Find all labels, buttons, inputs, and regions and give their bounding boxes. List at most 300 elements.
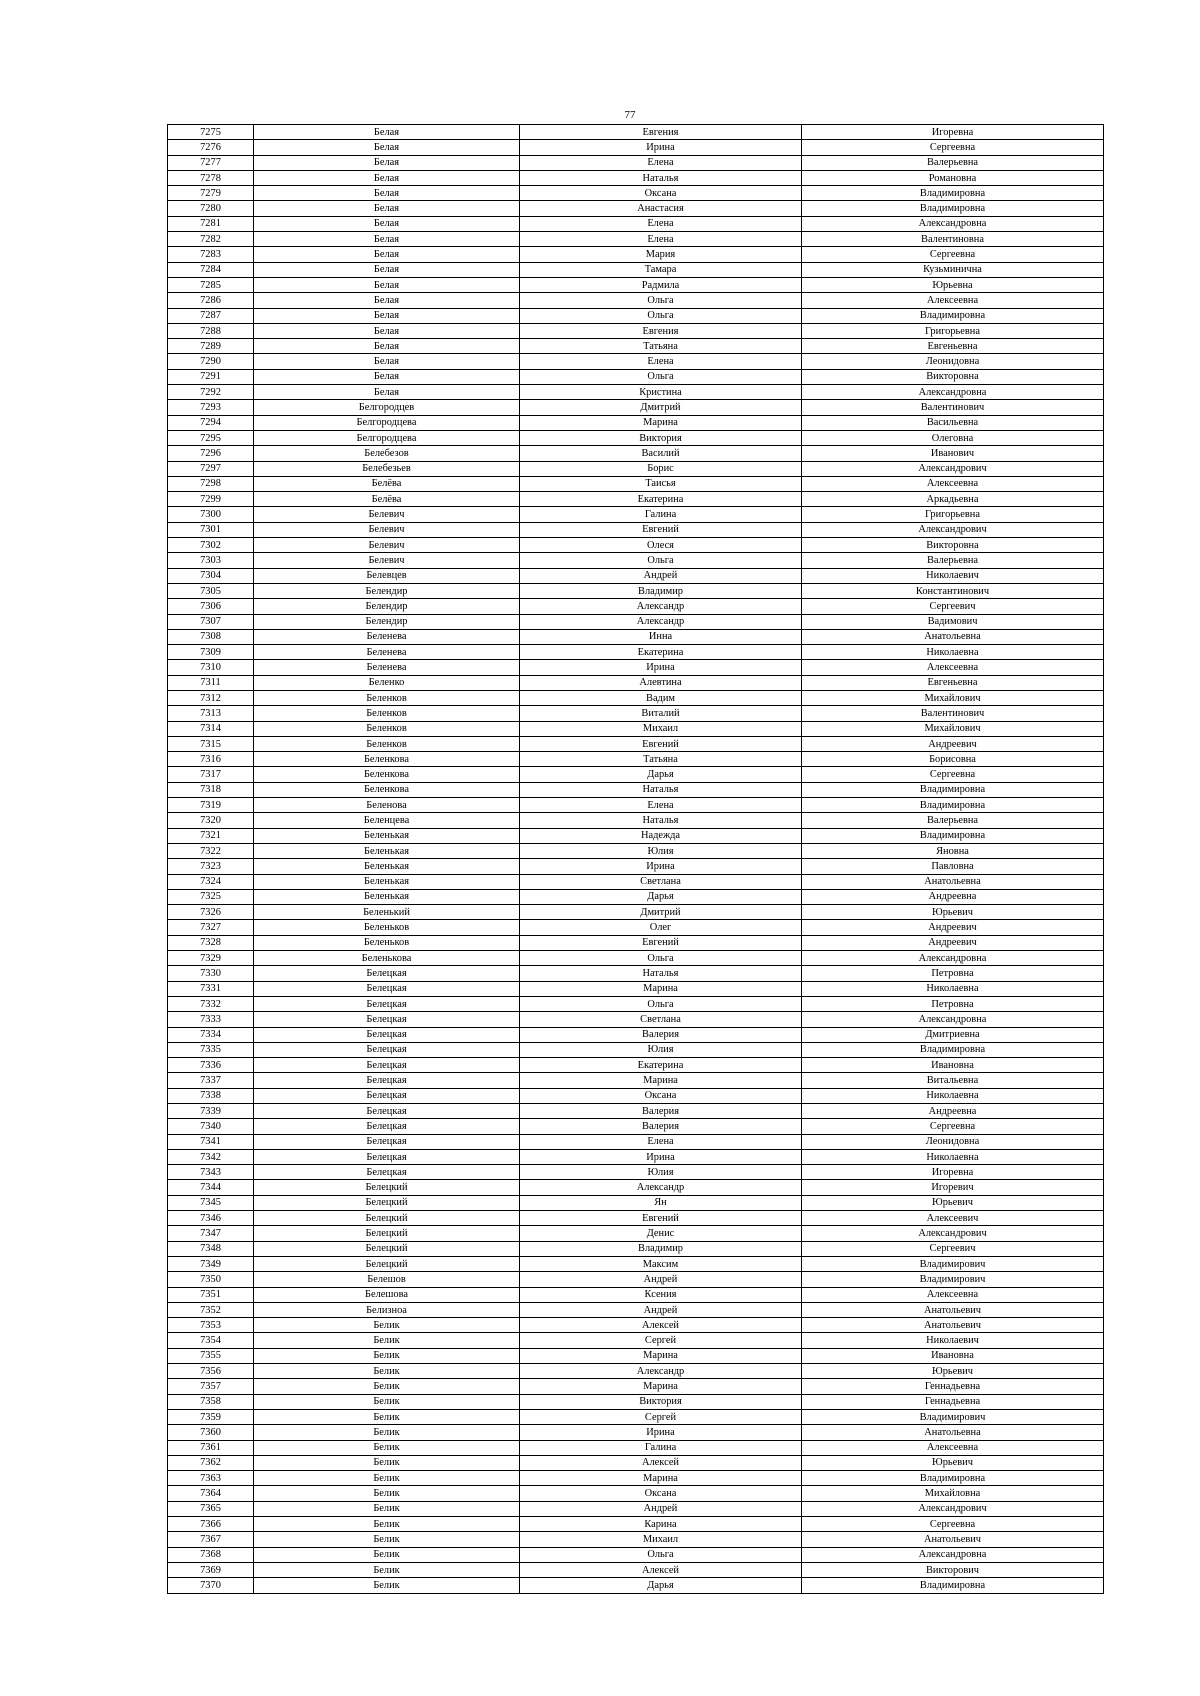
- table-row: [168, 1027, 1104, 1042]
- first-name-cell: Евгений: [520, 736, 802, 751]
- surname-cell: Белецкая: [254, 966, 520, 981]
- table-row: [168, 354, 1104, 369]
- patronymic-cell: Евгеньевна: [802, 339, 1104, 354]
- surname-cell: Беленкова: [254, 767, 520, 782]
- patronymic-cell: Борисовна: [802, 752, 1104, 767]
- patronymic-cell: Михайлович: [802, 721, 1104, 736]
- row-number-cell: 7331: [168, 981, 254, 996]
- patronymic-cell: Игоревна: [802, 125, 1104, 140]
- surname-cell: Белёва: [254, 476, 520, 491]
- table-row: [168, 1517, 1104, 1532]
- surname-cell: Беленький: [254, 905, 520, 920]
- row-number-cell: 7302: [168, 538, 254, 553]
- row-number-cell: 7286: [168, 293, 254, 308]
- first-name-cell: Алексей: [520, 1562, 802, 1577]
- row-number-cell: 7339: [168, 1104, 254, 1119]
- surname-cell: Белая: [254, 277, 520, 292]
- first-name-cell: Василий: [520, 446, 802, 461]
- surname-cell: Белецкая: [254, 1165, 520, 1180]
- first-name-cell: Александр: [520, 1364, 802, 1379]
- first-name-cell: Денис: [520, 1226, 802, 1241]
- table-row: [168, 874, 1104, 889]
- row-number-cell: 7324: [168, 874, 254, 889]
- patronymic-cell: Валерьевна: [802, 553, 1104, 568]
- patronymic-cell: Викторовна: [802, 538, 1104, 553]
- first-name-cell: Дарья: [520, 1578, 802, 1593]
- patronymic-cell: Андреевич: [802, 935, 1104, 950]
- first-name-cell: Виктория: [520, 1394, 802, 1409]
- row-number-cell: 7279: [168, 186, 254, 201]
- patronymic-cell: Михайлович: [802, 690, 1104, 705]
- surname-cell: Беленкова: [254, 782, 520, 797]
- table-row: [168, 553, 1104, 568]
- first-name-cell: Александр: [520, 614, 802, 629]
- patronymic-cell: Юрьевич: [802, 1364, 1104, 1379]
- row-number-cell: 7345: [168, 1195, 254, 1210]
- patronymic-cell: Павловна: [802, 859, 1104, 874]
- table-row: [168, 767, 1104, 782]
- row-number-cell: 7299: [168, 492, 254, 507]
- surname-cell: Беленева: [254, 645, 520, 660]
- row-number-cell: 7296: [168, 446, 254, 461]
- first-name-cell: Виталий: [520, 706, 802, 721]
- table-row: [168, 461, 1104, 476]
- surname-cell: Белая: [254, 293, 520, 308]
- surname-cell: Белецкая: [254, 996, 520, 1011]
- patronymic-cell: Яновна: [802, 843, 1104, 858]
- patronymic-cell: Григорьевна: [802, 507, 1104, 522]
- table-row: [168, 951, 1104, 966]
- first-name-cell: Алексей: [520, 1455, 802, 1470]
- row-number-cell: 7367: [168, 1532, 254, 1547]
- patronymic-cell: Михайловна: [802, 1486, 1104, 1501]
- patronymic-cell: Сергеевна: [802, 767, 1104, 782]
- patronymic-cell: Сергеевич: [802, 1241, 1104, 1256]
- surname-cell: Беленков: [254, 736, 520, 751]
- first-name-cell: Таисья: [520, 476, 802, 491]
- surname-cell: Белая: [254, 186, 520, 201]
- row-number-cell: 7314: [168, 721, 254, 736]
- surname-cell: Белецкий: [254, 1211, 520, 1226]
- first-name-cell: Евгений: [520, 1211, 802, 1226]
- row-number-cell: 7305: [168, 583, 254, 598]
- names-table-container: [167, 124, 1103, 1594]
- surname-cell: Беленькая: [254, 843, 520, 858]
- surname-cell: Беленькая: [254, 859, 520, 874]
- table-row: [168, 721, 1104, 736]
- page-number: 77: [624, 109, 636, 121]
- table-row: [168, 966, 1104, 981]
- patronymic-cell: Алексеевич: [802, 1211, 1104, 1226]
- row-number-cell: 7332: [168, 996, 254, 1011]
- first-name-cell: Андрей: [520, 1272, 802, 1287]
- row-number-cell: 7304: [168, 568, 254, 583]
- first-name-cell: Евгения: [520, 125, 802, 140]
- table-row: [168, 752, 1104, 767]
- row-number-cell: 7295: [168, 430, 254, 445]
- row-number-cell: 7343: [168, 1165, 254, 1180]
- surname-cell: Беленова: [254, 798, 520, 813]
- table-row: [168, 186, 1104, 201]
- table-row: [168, 1486, 1104, 1501]
- table-row: [168, 1471, 1104, 1486]
- table-row: [168, 385, 1104, 400]
- patronymic-cell: Владимировна: [802, 1578, 1104, 1593]
- first-name-cell: Инна: [520, 629, 802, 644]
- surname-cell: Белизноа: [254, 1302, 520, 1317]
- row-number-cell: 7342: [168, 1149, 254, 1164]
- first-name-cell: Елена: [520, 798, 802, 813]
- row-number-cell: 7300: [168, 507, 254, 522]
- table-row: [168, 583, 1104, 598]
- first-name-cell: Максим: [520, 1256, 802, 1271]
- first-name-cell: Андрей: [520, 1302, 802, 1317]
- table-row: [168, 446, 1104, 461]
- patronymic-cell: Александрович: [802, 522, 1104, 537]
- patronymic-cell: Валентинович: [802, 400, 1104, 415]
- row-number-cell: 7327: [168, 920, 254, 935]
- table-row: [168, 1364, 1104, 1379]
- row-number-cell: 7276: [168, 140, 254, 155]
- row-number-cell: 7293: [168, 400, 254, 415]
- patronymic-cell: Викторовна: [802, 369, 1104, 384]
- surname-cell: Беленькая: [254, 828, 520, 843]
- first-name-cell: Светлана: [520, 874, 802, 889]
- surname-cell: Белик: [254, 1455, 520, 1470]
- first-name-cell: Наталья: [520, 782, 802, 797]
- table-row: [168, 232, 1104, 247]
- patronymic-cell: Андреевич: [802, 736, 1104, 751]
- patronymic-cell: Григорьевна: [802, 323, 1104, 338]
- first-name-cell: Екатерина: [520, 645, 802, 660]
- table-row: [168, 629, 1104, 644]
- first-name-cell: Марина: [520, 1379, 802, 1394]
- surname-cell: Белая: [254, 323, 520, 338]
- table-row: [168, 1149, 1104, 1164]
- table-row: [168, 140, 1104, 155]
- patronymic-cell: Сергеевич: [802, 599, 1104, 614]
- surname-cell: Беленкова: [254, 752, 520, 767]
- surname-cell: Белик: [254, 1440, 520, 1455]
- first-name-cell: Андрей: [520, 1501, 802, 1516]
- surname-cell: Белая: [254, 140, 520, 155]
- surname-cell: Белецкая: [254, 1119, 520, 1134]
- surname-cell: Белая: [254, 369, 520, 384]
- row-number-cell: 7316: [168, 752, 254, 767]
- row-number-cell: 7341: [168, 1134, 254, 1149]
- row-number-cell: 7285: [168, 277, 254, 292]
- surname-cell: Белебезов: [254, 446, 520, 461]
- surname-cell: Беленева: [254, 629, 520, 644]
- first-name-cell: Евгений: [520, 522, 802, 537]
- patronymic-cell: Иванович: [802, 446, 1104, 461]
- table-row: [168, 1042, 1104, 1057]
- table-row: [168, 216, 1104, 231]
- surname-cell: Белик: [254, 1333, 520, 1348]
- table-row: [168, 1501, 1104, 1516]
- first-name-cell: Татьяна: [520, 339, 802, 354]
- table-row: [168, 262, 1104, 277]
- first-name-cell: Вадим: [520, 690, 802, 705]
- patronymic-cell: Леонидовна: [802, 354, 1104, 369]
- first-name-cell: Наталья: [520, 813, 802, 828]
- row-number-cell: 7284: [168, 262, 254, 277]
- table-row: [168, 614, 1104, 629]
- patronymic-cell: Валентиновна: [802, 232, 1104, 247]
- patronymic-cell: Алексеевна: [802, 293, 1104, 308]
- surname-cell: Белая: [254, 354, 520, 369]
- row-number-cell: 7289: [168, 339, 254, 354]
- first-name-cell: Ольга: [520, 553, 802, 568]
- row-number-cell: 7349: [168, 1256, 254, 1271]
- surname-cell: Белецкая: [254, 1073, 520, 1088]
- table-row: [168, 1547, 1104, 1562]
- first-name-cell: Валерия: [520, 1027, 802, 1042]
- table-row: [168, 660, 1104, 675]
- table-row: [168, 798, 1104, 813]
- surname-cell: Белевич: [254, 507, 520, 522]
- row-number-cell: 7322: [168, 843, 254, 858]
- surname-cell: Беленькова: [254, 951, 520, 966]
- table-row: [168, 1394, 1104, 1409]
- surname-cell: Беленькая: [254, 874, 520, 889]
- surname-cell: Белецкая: [254, 1134, 520, 1149]
- table-row: [168, 1012, 1104, 1027]
- patronymic-cell: Владимирович: [802, 1409, 1104, 1424]
- table-row: [168, 538, 1104, 553]
- patronymic-cell: Романовна: [802, 170, 1104, 185]
- row-number-cell: 7288: [168, 323, 254, 338]
- row-number-cell: 7290: [168, 354, 254, 369]
- table-row: [168, 507, 1104, 522]
- row-number-cell: 7307: [168, 614, 254, 629]
- patronymic-cell: Сергеевна: [802, 1517, 1104, 1532]
- table-row: [168, 277, 1104, 292]
- first-name-cell: Владимир: [520, 583, 802, 598]
- patronymic-cell: Александрович: [802, 1226, 1104, 1241]
- surname-cell: Белая: [254, 339, 520, 354]
- first-name-cell: Валерия: [520, 1119, 802, 1134]
- first-name-cell: Юлия: [520, 1042, 802, 1057]
- first-name-cell: Алексей: [520, 1318, 802, 1333]
- table-row: [168, 828, 1104, 843]
- surname-cell: Беленков: [254, 690, 520, 705]
- surname-cell: Белевич: [254, 553, 520, 568]
- row-number-cell: 7352: [168, 1302, 254, 1317]
- patronymic-cell: Леонидовна: [802, 1134, 1104, 1149]
- patronymic-cell: Андреевна: [802, 1104, 1104, 1119]
- row-number-cell: 7326: [168, 905, 254, 920]
- patronymic-cell: Анатольевна: [802, 874, 1104, 889]
- first-name-cell: Ирина: [520, 660, 802, 675]
- patronymic-cell: Николаевич: [802, 568, 1104, 583]
- patronymic-cell: Александровна: [802, 1547, 1104, 1562]
- row-number-cell: 7366: [168, 1517, 254, 1532]
- table-row: [168, 935, 1104, 950]
- patronymic-cell: Сергеевна: [802, 1119, 1104, 1134]
- table-row: [168, 599, 1104, 614]
- surname-cell: Беленева: [254, 660, 520, 675]
- surname-cell: Белик: [254, 1471, 520, 1486]
- surname-cell: Белая: [254, 262, 520, 277]
- surname-cell: Беленков: [254, 721, 520, 736]
- surname-cell: Белая: [254, 155, 520, 170]
- patronymic-cell: Юрьевич: [802, 1455, 1104, 1470]
- row-number-cell: 7308: [168, 629, 254, 644]
- table-row: [168, 1532, 1104, 1547]
- row-number-cell: 7350: [168, 1272, 254, 1287]
- patronymic-cell: Ивановна: [802, 1348, 1104, 1363]
- surname-cell: Белгородцева: [254, 415, 520, 430]
- row-number-cell: 7347: [168, 1226, 254, 1241]
- row-number-cell: 7333: [168, 1012, 254, 1027]
- row-number-cell: 7319: [168, 798, 254, 813]
- patronymic-cell: Игоревич: [802, 1180, 1104, 1195]
- row-number-cell: 7344: [168, 1180, 254, 1195]
- surname-cell: Белая: [254, 232, 520, 247]
- table-row: [168, 155, 1104, 170]
- table-row: [168, 1241, 1104, 1256]
- patronymic-cell: Владимировна: [802, 798, 1104, 813]
- patronymic-cell: Дмитриевна: [802, 1027, 1104, 1042]
- table-row: [168, 1333, 1104, 1348]
- table-row: [168, 247, 1104, 262]
- table-row: [168, 369, 1104, 384]
- surname-cell: Белендир: [254, 599, 520, 614]
- table-row: [168, 1180, 1104, 1195]
- row-number-cell: 7337: [168, 1073, 254, 1088]
- patronymic-cell: Владимировна: [802, 828, 1104, 843]
- surname-cell: Белецкая: [254, 1104, 520, 1119]
- first-name-cell: Марина: [520, 415, 802, 430]
- row-number-cell: 7340: [168, 1119, 254, 1134]
- table-row: [168, 1119, 1104, 1134]
- table-row: [168, 675, 1104, 690]
- surname-cell: Белевич: [254, 522, 520, 537]
- table-row: [168, 1578, 1104, 1593]
- surname-cell: Белая: [254, 216, 520, 231]
- row-number-cell: 7320: [168, 813, 254, 828]
- surname-cell: Белендир: [254, 583, 520, 598]
- table-row: [168, 1226, 1104, 1241]
- table-row: [168, 1104, 1104, 1119]
- patronymic-cell: Петровна: [802, 966, 1104, 981]
- table-row: [168, 1440, 1104, 1455]
- patronymic-cell: Вадимович: [802, 614, 1104, 629]
- patronymic-cell: Витальевна: [802, 1073, 1104, 1088]
- first-name-cell: Олег: [520, 920, 802, 935]
- row-number-cell: 7361: [168, 1440, 254, 1455]
- first-name-cell: Татьяна: [520, 752, 802, 767]
- surname-cell: Беленцева: [254, 813, 520, 828]
- table-row: [168, 293, 1104, 308]
- row-number-cell: 7359: [168, 1409, 254, 1424]
- surname-cell: Белик: [254, 1547, 520, 1562]
- row-number-cell: 7369: [168, 1562, 254, 1577]
- table-row: [168, 1287, 1104, 1302]
- patronymic-cell: Владимировна: [802, 782, 1104, 797]
- table-row: [168, 1073, 1104, 1088]
- first-name-cell: Елена: [520, 216, 802, 231]
- surname-cell: Белая: [254, 170, 520, 185]
- patronymic-cell: Константинович: [802, 583, 1104, 598]
- surname-cell: Беленьков: [254, 920, 520, 935]
- surname-cell: Белик: [254, 1348, 520, 1363]
- first-name-cell: Марина: [520, 981, 802, 996]
- patronymic-cell: Николаевна: [802, 645, 1104, 660]
- patronymic-cell: Владимирович: [802, 1272, 1104, 1287]
- patronymic-cell: Валентинович: [802, 706, 1104, 721]
- patronymic-cell: Валерьевна: [802, 155, 1104, 170]
- patronymic-cell: Сергеевна: [802, 140, 1104, 155]
- row-number-cell: 7348: [168, 1241, 254, 1256]
- table-row: [168, 981, 1104, 996]
- first-name-cell: Елена: [520, 1134, 802, 1149]
- first-name-cell: Оксана: [520, 186, 802, 201]
- row-number-cell: 7315: [168, 736, 254, 751]
- patronymic-cell: Анатольевич: [802, 1532, 1104, 1547]
- table-row: [168, 1058, 1104, 1073]
- first-name-cell: Ян: [520, 1195, 802, 1210]
- surname-cell: Белая: [254, 247, 520, 262]
- first-name-cell: Олеся: [520, 538, 802, 553]
- surname-cell: Белецкая: [254, 1027, 520, 1042]
- patronymic-cell: Николаевич: [802, 1333, 1104, 1348]
- patronymic-cell: Николаевна: [802, 981, 1104, 996]
- row-number-cell: 7311: [168, 675, 254, 690]
- first-name-cell: Ирина: [520, 859, 802, 874]
- table-row: [168, 170, 1104, 185]
- first-name-cell: Елена: [520, 155, 802, 170]
- patronymic-cell: Андреевна: [802, 889, 1104, 904]
- row-number-cell: 7330: [168, 966, 254, 981]
- surname-cell: Белёва: [254, 492, 520, 507]
- surname-cell: Белая: [254, 125, 520, 140]
- surname-cell: Беленькая: [254, 889, 520, 904]
- first-name-cell: Екатерина: [520, 1058, 802, 1073]
- table-row: [168, 1318, 1104, 1333]
- table-row: [168, 905, 1104, 920]
- table-row: [168, 843, 1104, 858]
- patronymic-cell: Аркадьевна: [802, 492, 1104, 507]
- row-number-cell: 7310: [168, 660, 254, 675]
- first-name-cell: Алевтина: [520, 675, 802, 690]
- row-number-cell: 7363: [168, 1471, 254, 1486]
- patronymic-cell: Александровна: [802, 951, 1104, 966]
- patronymic-cell: Анатольевна: [802, 1425, 1104, 1440]
- patronymic-cell: Васильевна: [802, 415, 1104, 430]
- surname-cell: Белецкая: [254, 981, 520, 996]
- patronymic-cell: Николаевна: [802, 1088, 1104, 1103]
- surname-cell: Беленьков: [254, 935, 520, 950]
- first-name-cell: Ирина: [520, 140, 802, 155]
- row-number-cell: 7338: [168, 1088, 254, 1103]
- surname-cell: Белевцев: [254, 568, 520, 583]
- row-number-cell: 7291: [168, 369, 254, 384]
- first-name-cell: Наталья: [520, 966, 802, 981]
- row-number-cell: 7334: [168, 1027, 254, 1042]
- table-row: [168, 920, 1104, 935]
- row-number-cell: 7321: [168, 828, 254, 843]
- first-name-cell: Дарья: [520, 767, 802, 782]
- patronymic-cell: Викторович: [802, 1562, 1104, 1577]
- names-table-body: [168, 125, 1104, 1594]
- patronymic-cell: Евгеньевна: [802, 675, 1104, 690]
- table-row: [168, 492, 1104, 507]
- first-name-cell: Дмитрий: [520, 400, 802, 415]
- first-name-cell: Марина: [520, 1471, 802, 1486]
- table-row: [168, 782, 1104, 797]
